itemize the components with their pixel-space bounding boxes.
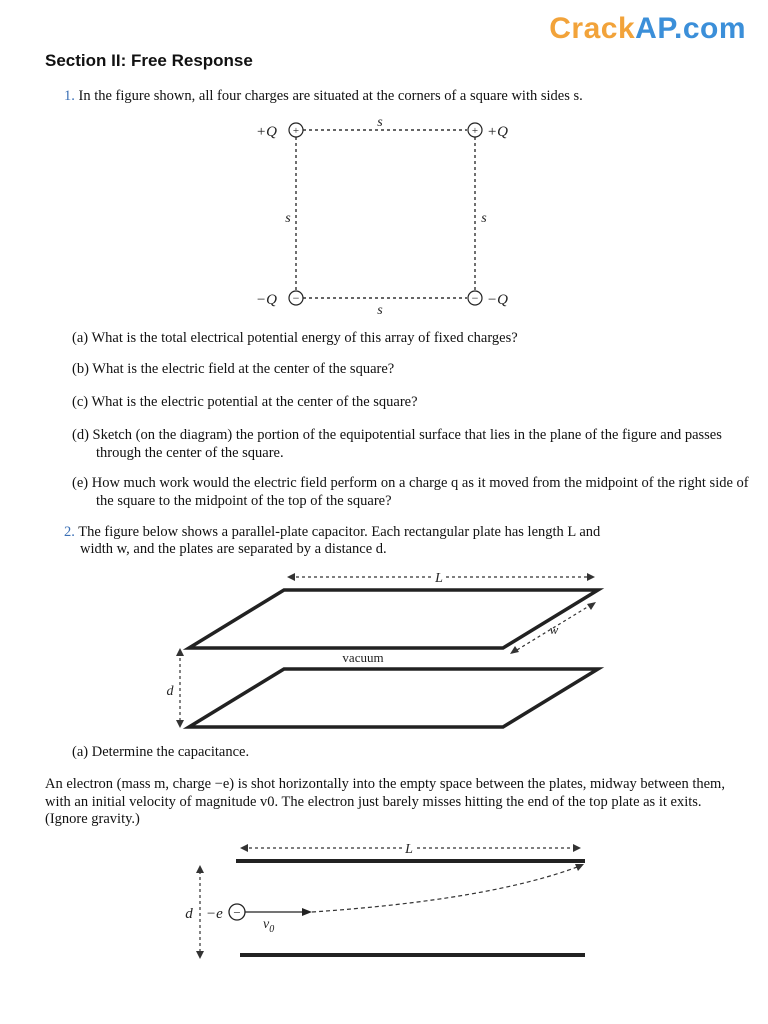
square-charges-figure bbox=[256, 115, 508, 318]
charge-bottom-right-sign: − bbox=[471, 291, 479, 305]
label-bottom-right: −Q bbox=[487, 292, 508, 308]
label-length-2: L bbox=[405, 842, 413, 857]
gap-arrow-top-2 bbox=[196, 865, 204, 873]
electron-figure bbox=[185, 840, 585, 959]
label-velocity: $v_0$ bbox=[263, 917, 275, 935]
electron-sign: − bbox=[233, 905, 241, 920]
crackap-logo[interactable]: CrackAP.com bbox=[549, 12, 746, 45]
q1-part-b: (b) What is the electric field at the center of the square? bbox=[72, 361, 395, 377]
label-bottom-left: −Q bbox=[256, 292, 277, 308]
gap-arrow-top bbox=[176, 648, 184, 656]
label-length: L bbox=[435, 571, 443, 586]
question-1-number: 1. bbox=[64, 88, 75, 104]
label-vacuum: vacuum bbox=[342, 650, 384, 665]
charge-top-left-sign: + bbox=[292, 125, 300, 137]
gap-arrow-bottom-2 bbox=[196, 951, 204, 959]
width-arrow-lower bbox=[510, 646, 519, 654]
label-side-right: s bbox=[481, 211, 487, 226]
question-2-text-line1: The figure below shows a parallel-plate capacitor. Each rectangular plate has length L and bbox=[78, 524, 601, 540]
question-1-text: In the figure shown, all four charges are situated at the corners of a square with sides s. bbox=[78, 88, 583, 104]
label-side-top: s bbox=[377, 115, 383, 130]
q1-part-d: (d) Sketch (on the diagram) the portion of the equipotential surface that lies in the plane of the figure and passes through the center of the square. bbox=[72, 427, 722, 461]
width-arrow-upper bbox=[587, 602, 596, 610]
length-arrow-right bbox=[587, 573, 595, 581]
label-width: w bbox=[549, 622, 559, 637]
length-arrow-left bbox=[287, 573, 295, 581]
label-side-left: s bbox=[285, 211, 291, 226]
label-top-right: +Q bbox=[487, 124, 508, 140]
electron-paragraph: An electron (mass m, charge −e) is shot horizontally into the empty space between the plates, midway between them, with an initial velocity of magnitude v0. The electron just barely misses hitting the end of the top plate as it exits. (Ignore gravity.) bbox=[45, 776, 725, 827]
label-side-bottom: s bbox=[377, 303, 383, 318]
velocity-arrowhead bbox=[302, 908, 312, 916]
bottom-plate bbox=[189, 669, 598, 727]
length-arrow-right-2 bbox=[573, 844, 581, 852]
top-plate bbox=[189, 590, 598, 648]
question-2 bbox=[64, 524, 600, 541]
charge-bottom-left-sign: − bbox=[292, 291, 300, 305]
section-title: Section II: Free Response bbox=[45, 51, 253, 70]
q2-part-a: (a) Determine the capacitance. bbox=[72, 744, 250, 760]
q1-part-e: (e) How much work would the electric field perform on a charge q as it moved from the midpoint of the right side of the square to the midpoint of the top of the square? bbox=[72, 475, 749, 509]
label-gap-2: d bbox=[185, 906, 193, 922]
length-arrow-left-2 bbox=[240, 844, 248, 852]
charge-top-right-sign: + bbox=[471, 125, 479, 137]
question-2-number: 2. bbox=[64, 524, 75, 540]
question-2-text-line2: width w, and the plates are separated by a distance d. bbox=[80, 541, 387, 557]
q1-part-a: (a) What is the total electrical potential energy of this array of fixed charges? bbox=[72, 330, 518, 346]
capacitor-figure bbox=[167, 569, 599, 728]
label-electron-charge: −e bbox=[206, 906, 223, 922]
gap-arrow-bottom bbox=[176, 720, 184, 728]
label-gap: d bbox=[166, 684, 174, 699]
electron-trajectory bbox=[312, 866, 580, 912]
label-top-left: +Q bbox=[256, 124, 277, 140]
q1-part-c: (c) What is the electric potential at the center of the square? bbox=[72, 394, 418, 410]
